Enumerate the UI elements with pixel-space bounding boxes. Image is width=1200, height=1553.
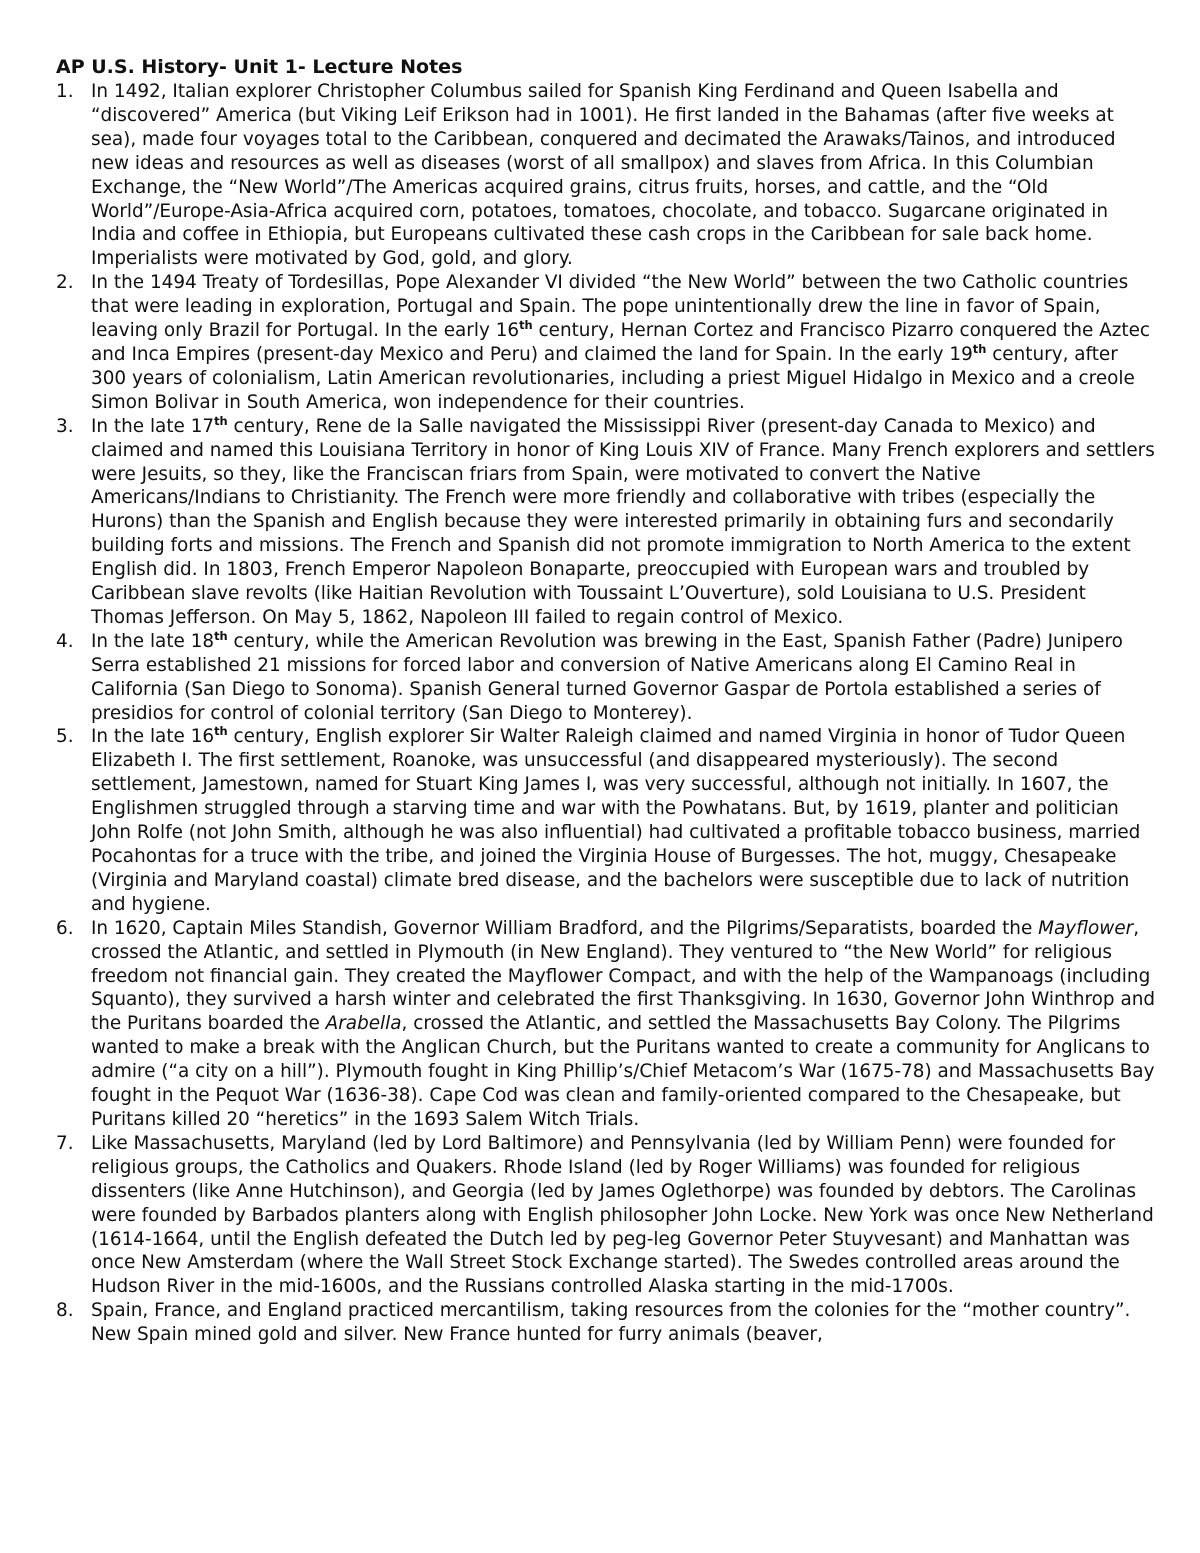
- list-item: [56, 1132, 1156, 1299]
- ordinal-suffix: th: [519, 317, 533, 332]
- text-segment: , crossed the Atlantic, and settled in Plymouth (in New England). They ventured to “the New World” for religious freedom not financial gain. They created the Mayflower Compact, and with the help of the Wampanoags (including Squanto), they survived a harsh winter and celebrated the first Thanksgiving. In 1630, Governor John Winthrop and the Puritans boarded the: [91, 917, 1156, 1035]
- list-item: [56, 415, 1156, 630]
- list-item-number: 7.: [56, 1132, 74, 1154]
- list-item: [56, 630, 1156, 726]
- list-item: [56, 725, 1156, 916]
- text-segment: century, English explorer Sir Walter Raleigh claimed and named Virginia in honor of Tudor Queen Elizabeth I. The first settlement, Roanoke, was unsuccessful (and disappeared mysteriously). The second settlement, Jamestown, named for Stuart King James I, was very successful, although not initially. In 1607, the Englishmen struggled through a starving time and war with the Powhatans. But, by 1619, planter and politician John Rolfe (not John Smith, although he was also influential) had cultivated a profitable tobacco business, married Pocahontas for a truce with the tribe, and joined the Virginia House of Burgesses. The hot, muggy, Chesapeake (Virginia and Maryland coastal) climate bred disease, and the bachelors were susceptible due to lack of nutrition and hygiene.: [91, 726, 1141, 915]
- text-segment: In the late 17: [91, 415, 215, 437]
- list-item-number: 1.: [56, 81, 74, 102]
- list-item-text: [91, 918, 1155, 1130]
- list-item-text: [91, 1133, 1154, 1297]
- list-item-text: [91, 1300, 1130, 1345]
- list-item: [56, 271, 1156, 414]
- ordinal-suffix: th: [214, 413, 228, 428]
- list-item-text: [91, 726, 1140, 914]
- list-item: [56, 1299, 1156, 1347]
- text-segment: , crossed the Atlantic, and settled the Massachusetts Bay Colony. The Pilgrims wanted to make a break with the Anglican Church, but the Puritans wanted to create a community for Anglicans to admire (“a city on a hill”). Plymouth fought in King Phillip’s/Chief Metacom’s War (1675-78) and Massachusetts Bay fought in the Pequot War (1636-38). Cape Cod was clean and family-oriented compared to the Chesapeake, but Puritans killed 20 “heretics” in the 1693 Salem Witch Trials.: [91, 1013, 1155, 1130]
- list-item-text: [91, 628, 1123, 724]
- list-item-text: [91, 81, 1116, 269]
- ordinal-suffix: th: [214, 628, 228, 643]
- ordinal-suffix: th: [214, 724, 228, 739]
- list-item: [56, 917, 1156, 1132]
- list-item-number: 6.: [56, 917, 74, 939]
- list-item-number: 4.: [56, 630, 74, 652]
- list-item: [56, 80, 1156, 271]
- list-item-text: [91, 272, 1150, 413]
- text-segment: In 1492, Italian explorer Christopher Columbus sailed for Spanish King Ferdinand and Queen Isabella and “discovered” America (but Viking Leif Erikson had in 1001). He first landed in the Bahamas (after five weeks at sea), made four voyages total to the Caribbean, conquered and decimated the Arawaks/Tainos, and introduced new ideas and resources as well as diseases (worst of all smallpox) and slaves from Africa. In this Columbian Exchange, the “New World”/The Americas acquired grains, citrus fruits, horses, and cattle, and the “Old World”/Europe-Asia-Africa acquired corn, potatoes, tomatoes, chocolate, and tobacco. Sugarcane originated in India and coffee in Ethiopia, but Europeans cultivated these cash crops in the Caribbean for sale back home. Imperialists were motivated by God, gold, and glory.: [91, 81, 1116, 270]
- ship-name: Mayflower: [1038, 917, 1134, 939]
- text-segment: century, after 300 years of colonialism, Latin American revolutionaries, including a priest Miguel Hidalgo in Mexico and a creole Simon Bolivar in South America, won independence for their countries.: [91, 343, 1135, 413]
- list-item-number: 2.: [56, 272, 74, 294]
- document-page: [56, 55, 1156, 1347]
- text-segment: century, Rene de la Salle navigated the Mississippi River (present-day Canada to Mexico) and claimed and named this Louisiana Territory in honor of King Louis XIV of France. Many French explorers and settlers were Jesuits, so they, like the Franciscan friars from Spain, were motivated to convert the Native Americans/Indians to Christianity. The French were more friendly and collaborative with tribes (especially the Hurons) than the Spanish and English because they were interested primarily in obtaining furs and secondarily building forts and missions. The French and Spanish did not promote immigration to North America to the extent English did. In 1803, French Emperor Napoleon Bonaparte, preoccupied with European wars and troubled by Caribbean slave revolts (like Haitian Revolution with Toussaint L’Ouverture), sold Louisiana to U.S. President Thomas Jefferson. On May 5, 1862, Napoleon III failed to regain control of Mexico.: [91, 415, 1155, 628]
- ordinal-suffix: th: [972, 341, 987, 356]
- list-item-number: 8.: [56, 1300, 74, 1322]
- page-title: AP U.S. History- Unit 1- Lecture Notes: [56, 56, 463, 78]
- text-segment: century, while the American Revolution was brewing in the East, Spanish Father (Padre) Junipero Serra established 21 missions for forced labor and conversion of Native Americans along El Camino Real in California (San Diego to Sonoma). Spanish General turned Governor Gaspar de Portola established a series of presidios for control of colonial territory (San Diego to Monterey).: [91, 630, 1123, 724]
- text-segment: In 1620, Captain Miles Standish, Governor William Bradford, and the Pilgrims/Separatists, boarded the: [91, 917, 1039, 939]
- list-item-number: 5.: [56, 726, 74, 748]
- list-item-number: 3.: [56, 415, 74, 437]
- text-segment: In the late 18: [91, 630, 215, 652]
- text-segment: century, Hernan Cortez and Francisco Pizarro conquered the Aztec and Inca Empires (present-day Mexico and Peru) and claimed the land for Spain. In the early 19: [91, 320, 1151, 365]
- list-item-text: [91, 413, 1155, 628]
- text-segment: In the late 16: [91, 726, 215, 748]
- text-segment: Spain, France, and England practiced mercantilism, taking resources from the colonies for the “mother country”. New Spain mined gold and silver. New France hunted for furry animals (beaver,: [91, 1300, 1131, 1346]
- text-segment: In the 1494 Treaty of Tordesillas, Pope Alexander VI divided “the New World” between the two Catholic countries that were leading in exploration, Portugal and Spain. The pope unintentionally drew the line in favor of Spain, leaving only Brazil for Portugal. In the early 16: [91, 272, 1129, 342]
- ship-name: Arabella: [325, 1013, 402, 1035]
- text-segment: Like Massachusetts, Maryland (led by Lord Baltimore) and Pennsylvania (led by William Penn) were founded for religious groups, the Catholics and Quakers. Rhode Island (led by Roger Williams) was founded for religious dissenters (like Anne Hutchinson), and Georgia (led by James Oglethorpe) was founded by debtors. The Carolinas were founded by Barbados planters along with English philosopher John Locke. New York was once New Netherland (1614-1664, until the English defeated the Dutch led by peg-leg Governor Peter Stuyvesant) and Manhattan was once New Amsterdam (where the Wall Street Stock Exchange started). The Swedes controlled areas around the Hudson River in the mid-1600s, and the Russians controlled Alaska starting in the mid-1700s.: [91, 1132, 1154, 1298]
- notes-list: [56, 80, 1156, 1347]
